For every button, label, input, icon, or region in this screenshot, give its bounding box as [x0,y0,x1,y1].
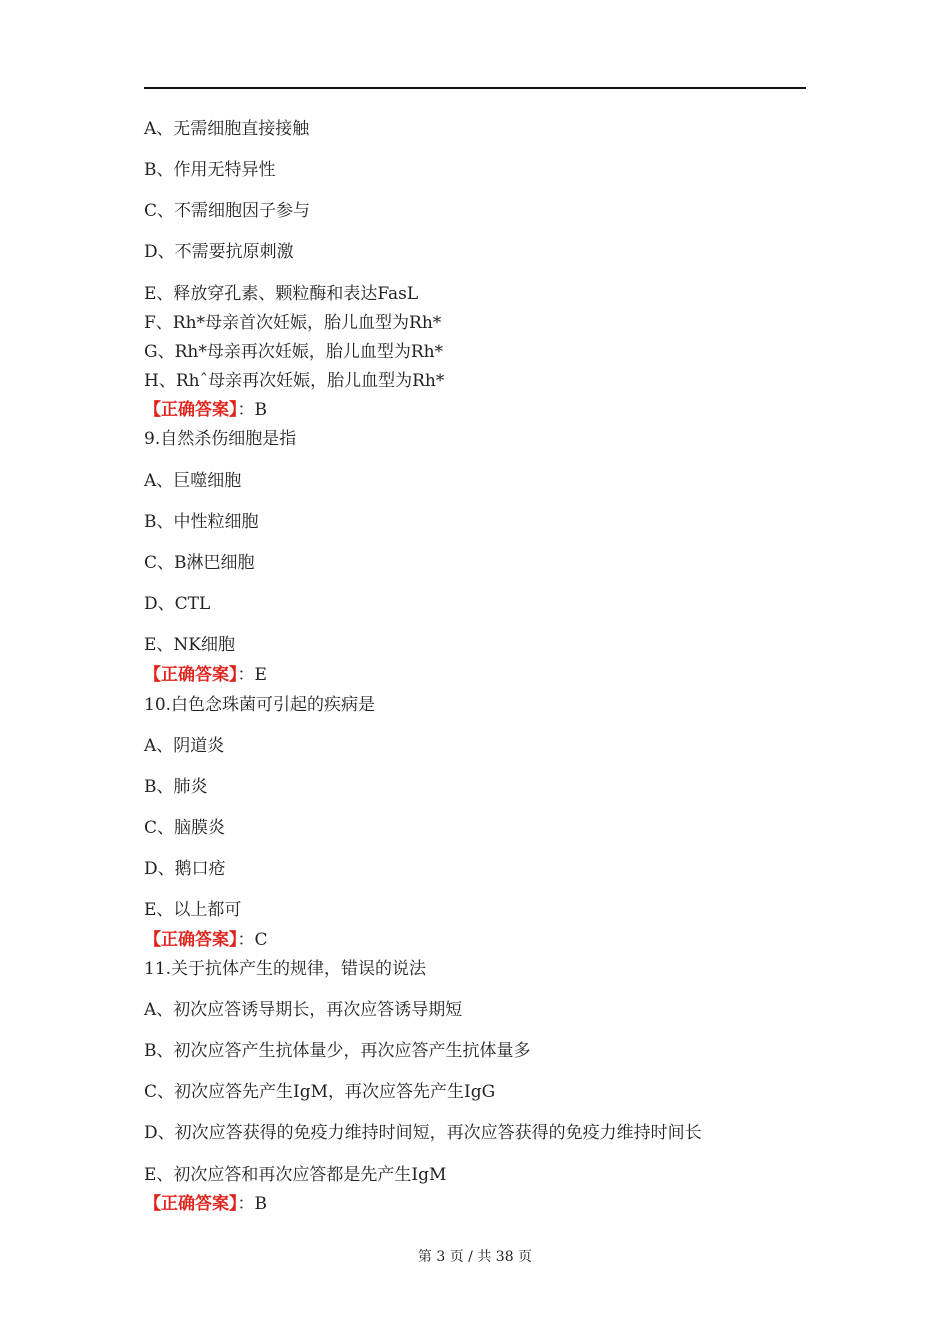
option-line: D、CTL [144,594,211,614]
answer-value: B [254,1194,267,1214]
question-title: 9.自然杀伤细胞是指 [144,429,297,449]
option-line: C、B淋巴细胞 [144,553,255,573]
answer-label: 【正确答案】 [144,400,238,420]
option-line: A、巨噬细胞 [144,471,242,491]
option-line: B、初次应答产生抗体量少，再次应答产生抗体量多 [144,1041,531,1061]
option-line: E、以上都可 [144,900,242,920]
answer-line [144,1193,267,1215]
option-line: H、Rhˆ母亲再次妊娠，胎儿血型为Rh* [144,371,445,391]
answer-separator: ： [237,665,255,685]
option-line: D、不需要抗原刺激 [144,242,294,262]
option-line: B、作用无特异性 [144,160,276,180]
option-line: E、NK细胞 [144,635,235,655]
option-line: E、释放穿孔素、颗粒酶和表达FasL [144,284,419,304]
answer-line [144,929,268,951]
option-line: C、初次应答先产生IgM，再次应答先产生IgG [144,1082,496,1102]
option-line: G、Rh*母亲再次妊娠，胎儿血型为Rh* [144,342,444,362]
option-line: F、Rh*母亲首次妊娠，胎儿血型为Rh* [144,313,442,333]
answer-separator: ： [237,1194,255,1214]
page-footer: 第 3 页 / 共 38 页 [417,1249,533,1265]
option-line: D、初次应答获得的免疫力维持时间短，再次应答获得的免疫力维持时间长 [144,1123,702,1143]
answer-label: 【正确答案】 [144,1194,238,1214]
answer-label: 【正确答案】 [144,665,238,685]
answer-label: 【正确答案】 [144,930,238,950]
option-line: D、鹅口疮 [144,859,226,879]
answer-line [144,399,267,421]
option-line: E、初次应答和再次应答都是先产生IgM [144,1165,447,1185]
question-title: 11.关于抗体产生的规律，错误的说法 [144,959,427,979]
answer-separator: ： [237,930,255,950]
option-line: B、中性粒细胞 [144,512,259,532]
answer-value: B [254,400,267,420]
question-title: 10.白色念珠菌可引起的疾病是 [144,695,376,715]
option-line: C、不需细胞因子参与 [144,201,311,221]
option-line: A、初次应答诱导期长，再次应答诱导期短 [144,1000,463,1020]
option-line: C、脑膜炎 [144,818,226,838]
option-line: B、肺炎 [144,777,208,797]
header-rule [144,87,806,89]
option-line: A、无需细胞直接接触 [144,119,310,139]
answer-value: E [254,665,267,685]
answer-value: C [254,930,268,950]
answer-line [144,664,267,686]
option-line: A、阴道炎 [144,736,225,756]
answer-separator: ： [237,400,255,420]
